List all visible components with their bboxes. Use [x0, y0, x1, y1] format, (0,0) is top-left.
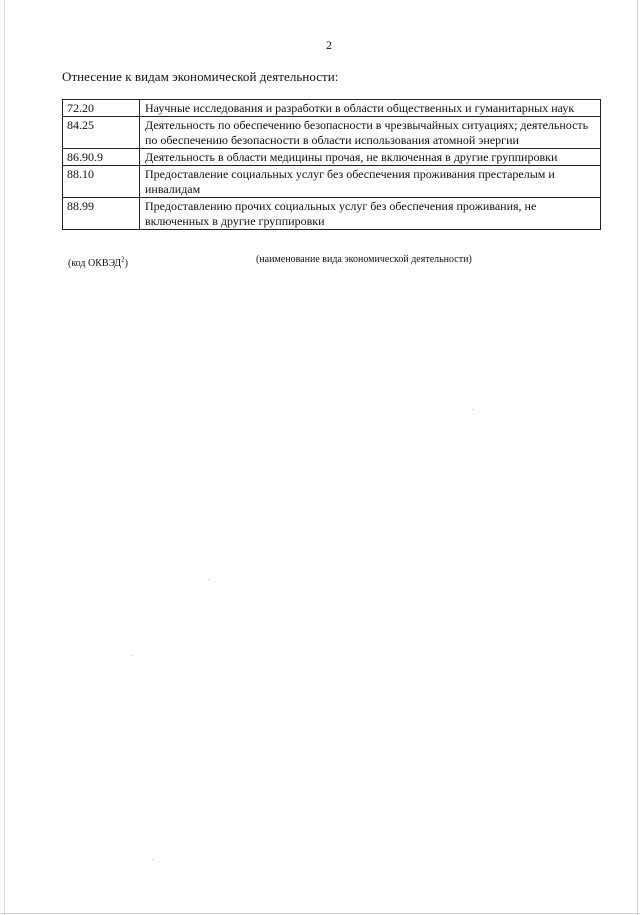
okved-code: 88.99 — [63, 198, 140, 230]
okved-code: 84.25 — [63, 117, 140, 149]
page-number: 2 — [326, 38, 332, 52]
activity-name: Предоставлению прочих социальных услуг без обеспечения проживания, не включенных в другие группировки — [140, 198, 601, 230]
okved-code: 86.90.9 — [63, 149, 140, 166]
table-row — [63, 198, 601, 230]
scan-speck — [472, 409, 473, 410]
code-column-caption — [68, 255, 128, 269]
scan-edge-left — [4, 0, 5, 915]
section-heading: Отнесение к видам экономической деятельности: — [62, 69, 339, 84]
activity-name: Предоставление социальных услуг без обеспечения проживания престарелым и инвалидам — [140, 166, 601, 198]
code-caption-close: ) — [124, 258, 128, 269]
scan-speck — [208, 579, 209, 580]
name-column-caption: (наименование вида экономической деятельности) — [256, 254, 472, 265]
scan-speck — [152, 859, 153, 860]
code-caption-text: (код ОКВЭД — [68, 258, 122, 269]
scan-edge-right — [637, 0, 638, 915]
okved-code: 88.10 — [63, 166, 140, 198]
activity-name: Деятельность по обеспечению безопасности в чрезвычайных ситуациях; деятельность по обеспечению безопасности в области использования атомной энергии — [140, 117, 601, 149]
table-row — [63, 100, 601, 117]
table-row — [63, 117, 601, 149]
table-row — [63, 166, 601, 198]
activity-name: Деятельность в области медицины прочая, не включенная в другие группировки — [140, 149, 601, 166]
scan-speck — [131, 655, 132, 656]
okved-code: 72.20 — [63, 100, 140, 117]
footnote-marker: 2 — [121, 255, 125, 264]
activity-name: Научные исследования и разработки в области общественных и гуманитарных наук — [140, 100, 601, 117]
scan-edge-bottom — [0, 913, 640, 914]
okved-table — [62, 99, 601, 230]
table-row — [63, 149, 601, 166]
